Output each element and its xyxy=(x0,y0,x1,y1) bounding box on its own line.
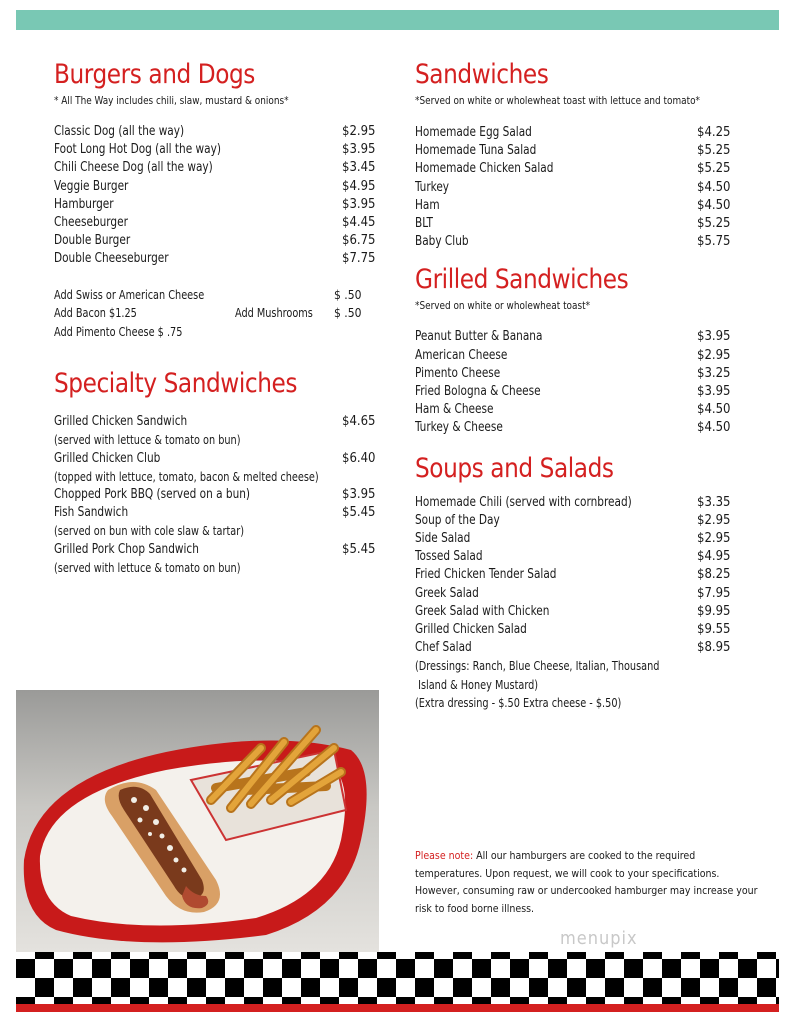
menu-item: Grilled Pork Chop Sandwich $5.45 xyxy=(54,541,376,557)
menu-item: Grilled Chicken Club $6.40 xyxy=(54,450,376,466)
disclaimer-text: All our hamburgers are cooked to the required temperatures. Upon request, we will cook to your specifications. However, consuming raw or undercooked hamburger may increase your risk to food borne illness. xyxy=(415,850,758,915)
menu-item: Baby Club $5.75 xyxy=(415,234,731,250)
menu-item-description: (served with lettuce & tomato on bun) xyxy=(54,433,241,448)
sandwiches-note: *Served on white or wholewheat toast with lettuce and tomato* xyxy=(415,94,700,107)
menu-item: Pimento Cheese $3.25 xyxy=(415,365,731,381)
sandwiches-list xyxy=(415,124,737,251)
menu-item: BLT $5.25 xyxy=(415,216,731,232)
sandwiches-title: Sandwiches xyxy=(415,59,549,90)
right-column xyxy=(415,58,765,712)
specialty-title: Specialty Sandwiches xyxy=(54,368,298,400)
menu-item-description: (served with lettuce & tomato on bun) xyxy=(54,560,241,575)
menu-item: Peanut Butter & Banana $3.95 xyxy=(415,329,731,345)
hot-dog-fries-photo xyxy=(16,690,379,952)
menu-item: Greek Salad with Chicken $9.95 xyxy=(415,603,731,619)
specialty-list xyxy=(54,413,384,577)
menu-item: Homemade Egg Salad $4.25 xyxy=(415,125,731,140)
left-column xyxy=(54,58,384,577)
soups-title: Soups and Salads xyxy=(415,452,614,484)
menu-item: Greek Salad $7.95 xyxy=(415,585,731,601)
dressings-note: (Dressings: Ranch, Blue Cheese, Italian, Thousand xyxy=(415,659,660,674)
menu-item-description: (topped with lettuce, tomato, bacon & melted cheese) xyxy=(54,469,319,484)
menu-item: Homemade Chili (served with cornbread) $3.35 xyxy=(415,494,731,510)
menu-item: Grilled Chicken Sandwich $4.65 xyxy=(54,414,376,430)
menu-item: Cheeseburger $4.45 xyxy=(54,215,376,231)
menu-item: Chopped Pork BBQ (served on a bun) $3.95 xyxy=(54,486,376,502)
menu-item: Foot Long Hot Dog (all the way) $3.95 xyxy=(54,142,376,158)
top-teal-bar xyxy=(16,10,779,30)
menu-item: Ham $4.50 xyxy=(415,197,731,213)
grilled-title: Grilled Sandwiches xyxy=(415,264,629,296)
menu-item: Hamburger $3.95 xyxy=(54,196,376,212)
addon-row: Add Pimento Cheese $ .75 xyxy=(54,324,183,339)
menu-item: Homemade Tuna Salad $5.25 xyxy=(415,143,731,159)
menu-item: Fried Chicken Tender Salad $8.25 xyxy=(415,567,731,583)
watermark: menupix xyxy=(560,928,638,949)
menu-item: Double Burger $6.75 xyxy=(54,233,376,249)
addon-row: Add Swiss or American Cheese $ .50 xyxy=(54,287,362,302)
checkered-border xyxy=(16,952,779,1004)
grilled-note: *Served on white or wholewheat toast* xyxy=(415,299,591,313)
addon-row: Add Bacon $1.25 Add Mushrooms $ .50 xyxy=(54,306,362,321)
menu-item: Veggie Burger $4.95 xyxy=(54,178,376,194)
menu-item: American Cheese $2.95 xyxy=(415,347,731,363)
hot-dog-basket-illustration xyxy=(16,690,379,952)
soups-list xyxy=(415,494,737,712)
menu-item: Chef Salad $8.95 xyxy=(415,640,731,656)
extras-note: (Extra dressing - $.50 Extra cheese - $.50) xyxy=(415,695,622,710)
burgers-list xyxy=(54,123,384,269)
menu-item: Double Cheeseburger $7.75 xyxy=(54,251,376,267)
menu-item: Classic Dog (all the way) $2.95 xyxy=(54,124,376,139)
menu-item: Fish Sandwich $5.45 xyxy=(54,505,376,521)
menu-item: Turkey & Cheese $4.50 xyxy=(415,420,731,436)
menu-item: Turkey $4.50 xyxy=(415,179,731,195)
disclaimer xyxy=(415,848,765,918)
burgers-title: Burgers and Dogs xyxy=(54,59,255,90)
menu-item: Tossed Salad $4.95 xyxy=(415,549,731,565)
menu-item: Side Salad $2.95 xyxy=(415,531,731,547)
dressings-note: Island & Honey Mustard) xyxy=(415,677,539,692)
disclaimer-label: Please note: xyxy=(415,850,474,862)
menu-item-description: (served on bun with cole slaw & tartar) xyxy=(54,524,245,539)
menu-item: Fried Bologna & Cheese $3.95 xyxy=(415,384,731,400)
grilled-list xyxy=(415,328,737,437)
menu-item: Chili Cheese Dog (all the way) $3.45 xyxy=(54,160,376,176)
burgers-addons xyxy=(54,286,384,342)
burgers-note: * All The Way includes chili, slaw, mustard & onions* xyxy=(54,94,289,107)
menu-item: Grilled Chicken Salad $9.55 xyxy=(415,622,731,638)
bottom-red-bar xyxy=(16,1004,779,1012)
menu-item: Ham & Cheese $4.50 xyxy=(415,402,731,418)
menu-item: Homemade Chicken Salad $5.25 xyxy=(415,161,731,177)
menu-item: Soup of the Day $2.95 xyxy=(415,512,731,528)
